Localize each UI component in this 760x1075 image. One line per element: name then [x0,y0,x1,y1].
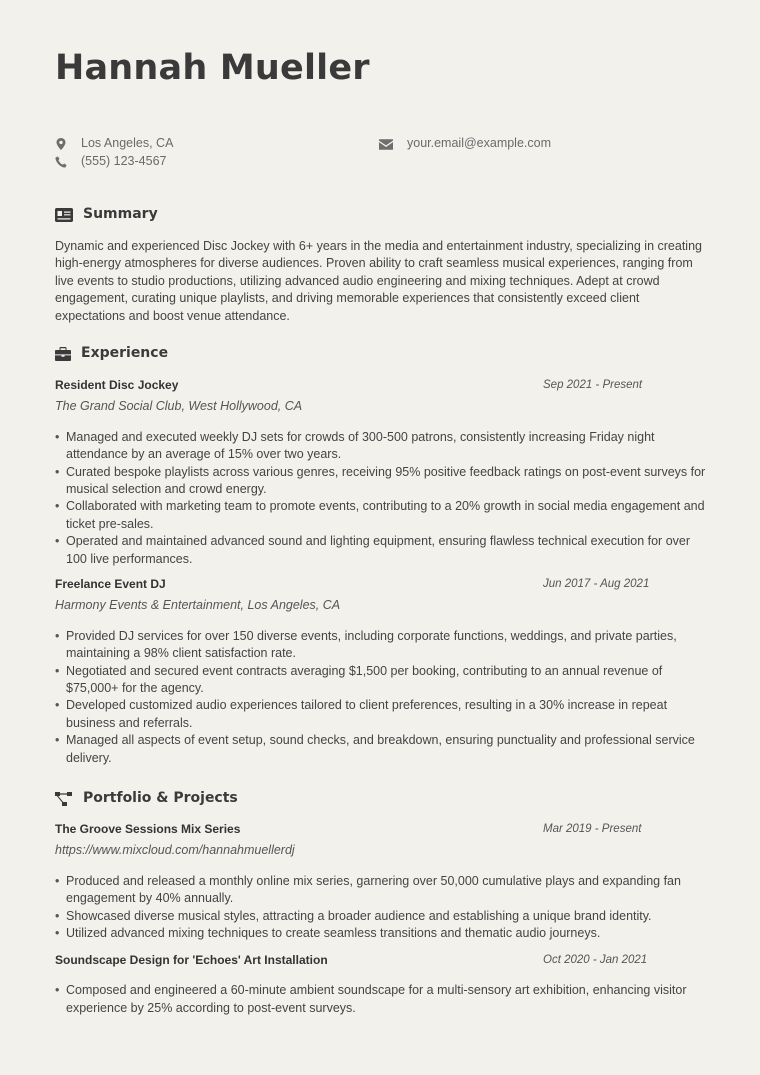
job-bullet: • Negotiated and secured event contracts averaging $1,500 per booking, contributing to an annual revenue of $75,000+ for the agency. [55,663,707,698]
location-text: Los Angeles, CA [81,136,174,151]
project-bullet: • Produced and released a monthly online mix series, garnering over 50,000 cumulative plays and expanding fan engagement by 40% annually. [55,873,707,908]
project-entry [55,821,707,942]
experience-heading-text: Experience [81,345,169,361]
summary-heading-text: Summary [83,206,158,222]
job-bullet: • Operated and maintained advanced sound and lighting equipment, ensuring flawless technical execution for over 100 live performances. [55,533,707,568]
project-bullets [55,982,707,1017]
job-date: Sep 2021 - Present [543,379,643,391]
job-bullet: • Collaborated with marketing team to promote events, contributing to a 20% growth in social media engagement and ticket pre-sales. [55,498,707,533]
job-entry [55,576,707,767]
id-card-icon [55,208,73,222]
job-bullet: • Managed and executed weekly DJ sets for crowds of 300-500 patrons, consistently increasing Friday night attendance by an average of 15% over two years. [55,429,707,464]
job-bullets [55,429,707,568]
project-date: Oct 2020 - Jan 2021 [543,954,648,966]
contact-location [55,135,173,153]
envelope-icon [379,139,393,150]
summary-heading [55,206,158,223]
job-bullets [55,628,707,767]
job-entry [55,377,707,568]
projects-heading-text: Portfolio & Projects [83,790,238,806]
project-diagram-icon [55,792,73,806]
job-bullet: • Provided DJ services for over 150 diverse events, including corporate functions, weddings, and private parties, maintaining a 98% client satisfaction rate. [55,628,707,663]
job-bullet: • Developed customized audio experiences tailored to client preferences, resulting in a 30% increase in repeat business and referrals. [55,697,707,732]
project-title: Soundscape Design for 'Echoes' Art Installation [55,953,328,967]
project-bullet: • Utilized advanced mixing techniques to create seamless transitions and thematic audio journeys. [55,925,707,942]
project-bullet: • Showcased diverse musical styles, attracting a broader audience and establishing a unique brand identity. [55,908,707,925]
summary-text: Dynamic and experienced Disc Jockey with 6+ years in the media and entertainment industry, specializing in creating high-energy atmospheres for diverse audiences. Proven ability to craft seamless musical experiences, ranging from live events to studio productions, utilizing advanced audio engineering and mixing techniques. Adept at crowd engagement, curating unique playlists, and driving memorable experiences that consistently exceed client expectations and boost venue attendance. [55,239,702,323]
project-title: The Groove Sessions Mix Series [55,822,241,836]
projects-heading [55,790,238,807]
contact-email[interactable] [379,135,551,153]
phone-icon [55,156,67,168]
experience-heading [55,345,168,362]
briefcase-icon [55,347,71,361]
job-organization: The Grand Social Club, West Hollywood, CA [55,399,303,414]
contact-phone [55,153,166,171]
project-bullet: • Composed and engineered a 60-minute ambient soundscape for a multi-sensory art exhibition, enhancing visitor experience by 25% according to post-event surveys. [55,982,707,1017]
contact-info [55,135,705,175]
candidate-name: Hannah Mueller [55,48,370,88]
job-bullet: • Managed all aspects of event setup, sound checks, and breakdown, ensuring punctuality and professional service delivery. [55,732,707,767]
email-text[interactable]: your.email@example.com [407,136,551,151]
job-date: Jun 2017 - Aug 2021 [543,578,650,590]
project-url-link[interactable]: https://www.mixcloud.com/hannahmuellerdj [55,843,295,858]
project-date: Mar 2019 - Present [543,823,642,835]
job-title: Resident Disc Jockey [55,378,179,392]
job-organization: Harmony Events & Entertainment, Los Angeles, CA [55,598,341,613]
map-pin-icon [55,138,67,150]
job-bullet: • Curated bespoke playlists across various genres, receiving 95% positive feedback ratings on post-event surveys for musical selection and crowd energy. [55,464,707,499]
phone-text: (555) 123-4567 [81,154,167,169]
job-title: Freelance Event DJ [55,577,166,591]
project-entry [55,952,707,1017]
project-bullets [55,873,707,943]
